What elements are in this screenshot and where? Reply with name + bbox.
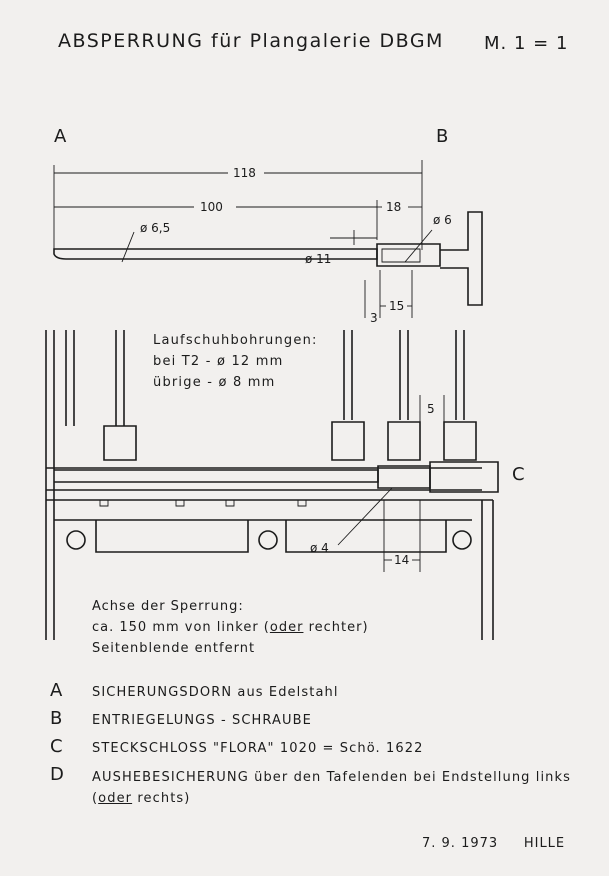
footer bbox=[422, 836, 565, 851]
legend-text-c: STECKSCHLOSS "FLORA" 1020 = Schö. 1622 bbox=[92, 741, 424, 756]
legend bbox=[50, 680, 590, 814]
legend-text-d-post: rechts) bbox=[132, 791, 191, 806]
dim-offset: 3 bbox=[370, 311, 378, 325]
axis-line-2 bbox=[92, 617, 369, 638]
upper-detail bbox=[54, 160, 482, 325]
dim-lock-width: 14 bbox=[394, 553, 410, 567]
bores-note bbox=[153, 330, 318, 393]
view-label-b: B bbox=[436, 126, 449, 147]
bores-other: übrige - ø 8 mm bbox=[153, 375, 276, 390]
legend-key-a: A bbox=[50, 680, 63, 701]
legend-item-b bbox=[50, 708, 590, 736]
legend-item-a bbox=[50, 680, 590, 708]
legend-item-c bbox=[50, 736, 590, 764]
legend-item-d bbox=[50, 764, 590, 814]
dim-tip-diameter: ø 6 bbox=[433, 213, 452, 227]
legend-key-c: C bbox=[50, 736, 63, 757]
legend-text-b: ENTRIEGELUNGS - SCHRAUBE bbox=[92, 713, 312, 728]
legend-text-a: SICHERUNGSDORN aus Edelstahl bbox=[92, 685, 339, 700]
dim-screw-length: 18 bbox=[386, 200, 402, 214]
view-label-a: A bbox=[54, 126, 67, 147]
bores-title: Laufschuhbohrungen: bbox=[153, 333, 318, 348]
dim-head-length: 15 bbox=[389, 299, 405, 313]
axis-line-1: Achse der Sperrung: bbox=[92, 599, 244, 614]
axis-line-2-or: oder bbox=[269, 620, 304, 635]
axis-line-2-post: rechter) bbox=[303, 620, 369, 635]
axis-line-2-pre: ca. 150 mm von linker ( bbox=[92, 620, 270, 635]
dim-overall-length: 118 bbox=[233, 166, 256, 180]
dim-dorn-diameter: ø 6,5 bbox=[140, 221, 171, 235]
dim-pin-diameter: ø 4 bbox=[310, 541, 329, 555]
bores-t2: bei T2 - ø 12 mm bbox=[153, 354, 284, 369]
dim-dorn-length: 100 bbox=[200, 200, 223, 214]
legend-text-d-pre: AUSHEBESICHERUNG über den Tafelenden bei Endstellung links ( bbox=[92, 770, 572, 806]
scale-label: M. 1 = 1 bbox=[484, 33, 569, 54]
axis-note bbox=[92, 596, 369, 659]
legend-key-d: D bbox=[50, 764, 64, 785]
drawing-title: ABSPERRUNG für Plangalerie DBGM bbox=[58, 30, 444, 52]
axis-line-3: Seitenblende entfernt bbox=[92, 641, 256, 656]
footer-date: 7. 9. 1973 bbox=[422, 836, 499, 851]
dim-gap: 5 bbox=[427, 402, 435, 416]
footer-author: HILLE bbox=[523, 836, 566, 851]
legend-text-d bbox=[92, 767, 592, 809]
view-label-c: C bbox=[512, 464, 525, 485]
legend-key-b: B bbox=[50, 708, 63, 729]
dim-shaft-diameter: ø 11 bbox=[305, 252, 332, 266]
legend-text-d-or: oder bbox=[98, 791, 133, 806]
